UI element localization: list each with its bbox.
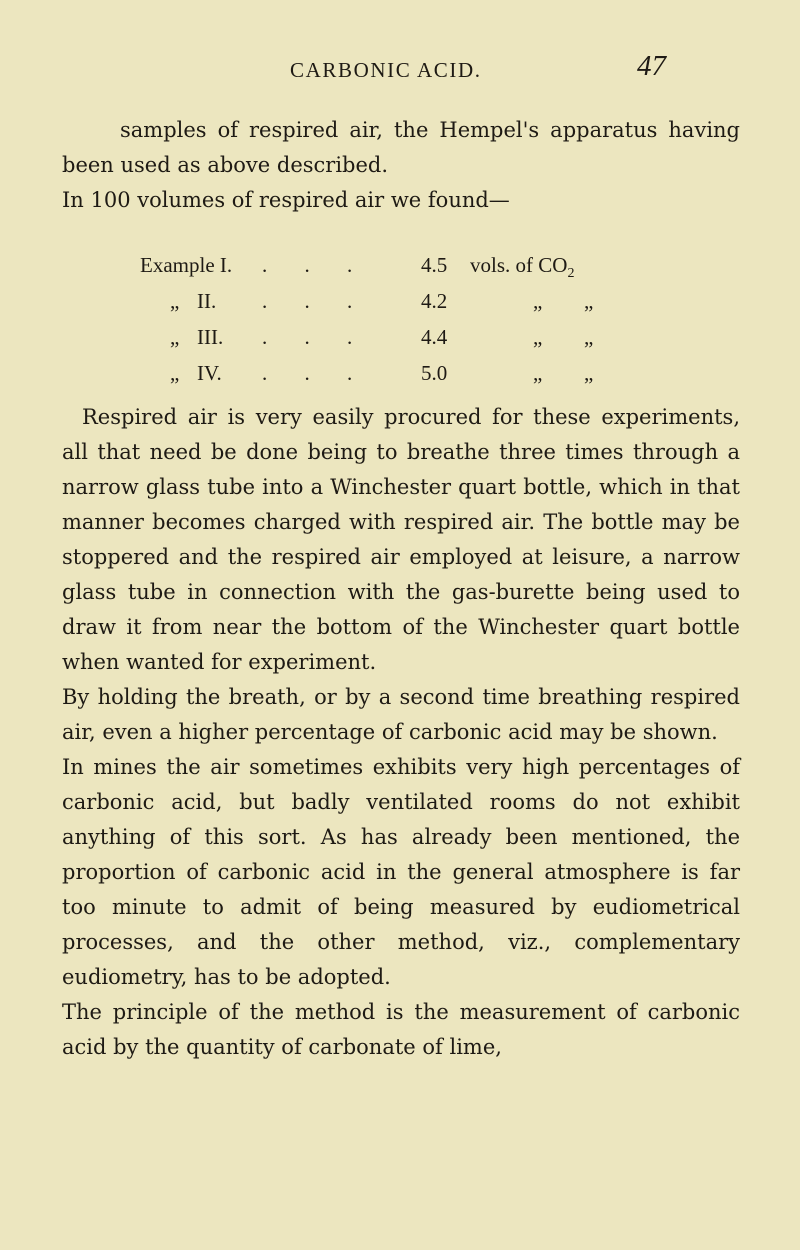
ditto-mark: „	[584, 289, 594, 313]
unit-label	[470, 253, 574, 282]
dot-leader: . . .	[262, 289, 369, 313]
table-row	[0, 253, 800, 289]
dot-leader: . . .	[262, 253, 369, 277]
example-numeral: II.	[197, 289, 217, 313]
co2-value: 4.5	[421, 253, 448, 277]
ditto-mark: „	[170, 361, 180, 385]
paragraph-intro-table	[62, 183, 740, 218]
ditto-mark: „	[533, 325, 543, 349]
ditto-mark: „	[584, 325, 594, 349]
paragraph: In mines the air sometimes exhibits very high percentages of carbonic acid, but badly ventilated rooms do not exhibit anything of this sort. As has already been mentioned, the proportion of carbonic acid in the general atmosphere is far too minute to admit of being measured by eudiometrical processes, and the other method, viz., complementary eudiometry, has to be adopted.	[62, 755, 740, 989]
example-label: Example I.	[140, 253, 233, 277]
co2-value: 5.0	[421, 361, 448, 385]
ditto-mark: „	[170, 289, 180, 313]
paragraph-intro-table-text: In 100 volumes of respired air we found—	[62, 188, 510, 212]
opening-text	[62, 113, 740, 218]
paragraph-continuation: samples of respired air, the Hempel's apparatus having been used as above described.	[62, 118, 740, 177]
table-row	[0, 289, 800, 325]
ditto-mark: „	[533, 289, 543, 313]
ditto-mark: „	[170, 325, 180, 349]
paragraph: Respired air is very easily procured for these experiments, all that need be done being to breathe three times through a narrow glass tube into a Winchester quart bottle, which in that manner becomes charged with respired air. The bottle may be stoppered and the respired air employed at leisure, a narrow glass tube in connection with the gas-burette being used to draw it from near the bottom of the Winchester quart bottle when wanted for experiment.	[62, 405, 740, 674]
dot-leader: . . .	[262, 361, 369, 385]
table-row	[0, 361, 800, 397]
paragraph: By holding the breath, or by a second time breathing respired air, even a higher percentage of carbonic acid may be shown.	[62, 685, 740, 744]
co2-value: 4.2	[421, 289, 448, 313]
results-table	[0, 253, 800, 397]
paragraph: The principle of the method is the measurement of carbonic acid by the quantity of carbonate of lime,	[62, 1000, 740, 1059]
unit-subscript: 2	[567, 266, 575, 281]
example-numeral: III.	[197, 325, 224, 349]
co2-value: 4.4	[421, 325, 448, 349]
table-row	[0, 325, 800, 361]
page-number: 47	[637, 50, 666, 82]
running-head-title: CARBONIC ACID.	[290, 58, 482, 82]
ditto-mark: „	[533, 361, 543, 385]
ditto-mark: „	[584, 361, 594, 385]
example-numeral: IV.	[197, 361, 222, 385]
unit-text: vols. of CO	[470, 253, 568, 277]
dot-leader: . . .	[262, 325, 369, 349]
main-text	[62, 400, 740, 1065]
